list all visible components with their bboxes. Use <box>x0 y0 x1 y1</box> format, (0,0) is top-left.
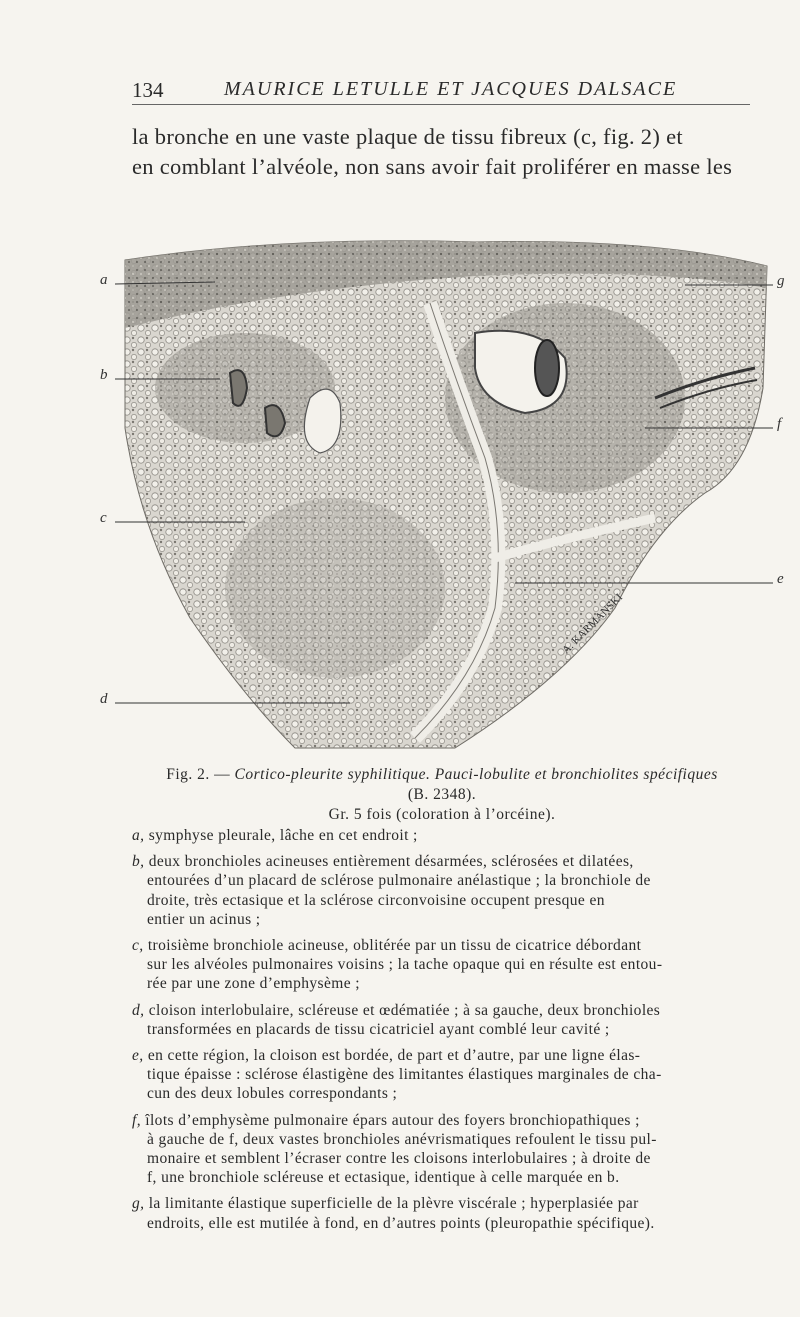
body-line: la bronche en une vaste plaque de tissu fibreux (c, fig. 2) et <box>132 124 683 149</box>
figure-legend <box>132 826 752 1240</box>
legend-text: cun des deux lobules correspondants ; <box>147 1085 398 1103</box>
legend-line <box>132 1168 752 1187</box>
legend-line <box>132 974 752 993</box>
legend-line <box>132 1001 752 1020</box>
caption-title: Cortico-pleurite syphilitique. Pauci-lobulite et bronchiolites spécifiques <box>234 766 718 783</box>
legend-text: troisième bronchiole acineuse, oblitérée par un tissu de cicatrice débordant <box>147 937 642 955</box>
legend-line <box>132 936 752 955</box>
figure-label-d: d <box>100 691 108 707</box>
figure-label-a: a <box>100 272 108 288</box>
figure-label-f: f <box>777 416 782 432</box>
legend-line <box>132 891 752 910</box>
figure-label-c: c <box>100 510 107 526</box>
running-title: MAURICE LETULLE ET JACQUES DALSACE <box>224 78 678 100</box>
legend-item <box>132 826 752 845</box>
legend-item <box>132 936 752 994</box>
legend-text: îlots d’emphysème pulmonaire épars autour des foyers bronchiopathiques ; <box>145 1111 640 1129</box>
page-number: 134 <box>132 78 164 102</box>
legend-letter: f, <box>132 1111 141 1129</box>
legend-text: monaire et semblent l’écraser contre les cloisons interlobulaires ; à droite de <box>147 1150 651 1168</box>
legend-line <box>132 1130 752 1149</box>
caption-prefix: Fig. 2. — <box>166 766 235 783</box>
legend-item <box>132 852 752 929</box>
figure-caption <box>132 765 752 825</box>
legend-letter: b, <box>132 853 145 871</box>
legend-line <box>132 871 752 890</box>
legend-text: droite, très ectasique et la sclérose circonvoisine occupent presque en <box>147 891 605 909</box>
legend-letter: a, <box>132 827 145 844</box>
legend-line <box>132 1046 752 1065</box>
body-line: en comblant l’alvéole, non sans avoir fait proliférer en masse les <box>132 154 733 179</box>
legend-letter: d, <box>132 1001 145 1019</box>
legend-item <box>132 1194 752 1232</box>
histology-figure <box>95 228 795 753</box>
figure-drawing <box>95 228 795 753</box>
legend-text: entourées d’un placard de sclérose pulmonaire anélastique ; la bronchiole de <box>147 872 651 890</box>
legend-line <box>132 1214 752 1233</box>
legend-text: sur les alvéoles pulmonaires voisins ; la tache opaque qui en résulte est entou- <box>147 956 663 974</box>
running-head <box>132 74 750 105</box>
legend-line <box>132 1111 752 1130</box>
legend-text: en cette région, la cloison est bordée, de part et d’autre, par une ligne élas- <box>147 1047 641 1065</box>
legend-text: symphyse pleurale, lâche en cet endroit ; <box>148 827 418 844</box>
legend-line <box>132 1020 752 1039</box>
legend-text: tique épaisse : sclérose élastigène des limitantes élastiques marginales de cha- <box>147 1066 662 1084</box>
legend-item <box>132 1111 752 1188</box>
legend-line <box>132 1149 752 1168</box>
legend-text: entier un acinus ; <box>147 910 261 928</box>
legend-text: endroits, elle est mutilée à fond, en d’autres points (pleuropathie spécifique). <box>147 1214 655 1232</box>
figure-label-g: g <box>777 273 785 289</box>
legend-text: f, une bronchiole scléreuse et ectasique, identique à celle marquée en b. <box>147 1169 620 1187</box>
legend-line <box>132 1194 752 1213</box>
body-paragraph <box>132 122 752 182</box>
artist-signature: A. KARMANSKI <box>560 591 626 657</box>
legend-text: transformées en placards de tissu cicatriciel ayant comblé leur cavité ; <box>147 1020 610 1038</box>
legend-line <box>132 1084 752 1103</box>
figure-label-b: b <box>100 367 108 383</box>
legend-text: à gauche de f, deux vastes bronchioles anévrismatiques refoulent le tissu pul- <box>147 1130 657 1148</box>
legend-text: deux bronchioles acineuses entièrement désarmées, sclérosées et dilatées, <box>148 853 634 871</box>
legend-item <box>132 1046 752 1104</box>
legend-text: la limitante élastique superficielle de la plèvre viscérale ; hyperplasiée par <box>148 1195 639 1213</box>
legend-text: cloison interlobulaire, scléreuse et œdématiée ; à sa gauche, deux bronchioles <box>148 1001 661 1019</box>
legend-line <box>132 826 752 845</box>
legend-line <box>132 852 752 871</box>
legend-item <box>132 1001 752 1039</box>
caption-magnification: Gr. 5 fois (coloration à l’orcéine). <box>328 806 556 823</box>
legend-line <box>132 955 752 974</box>
legend-text: rée par une zone d’emphysème ; <box>147 975 360 993</box>
figure-label-e: e <box>777 571 784 587</box>
legend-letter: g, <box>132 1195 145 1213</box>
legend-letter: e, <box>132 1047 144 1065</box>
caption-ref: (B. 2348). <box>407 786 477 803</box>
legend-line <box>132 910 752 929</box>
legend-letter: c, <box>132 937 144 955</box>
legend-line <box>132 1065 752 1084</box>
